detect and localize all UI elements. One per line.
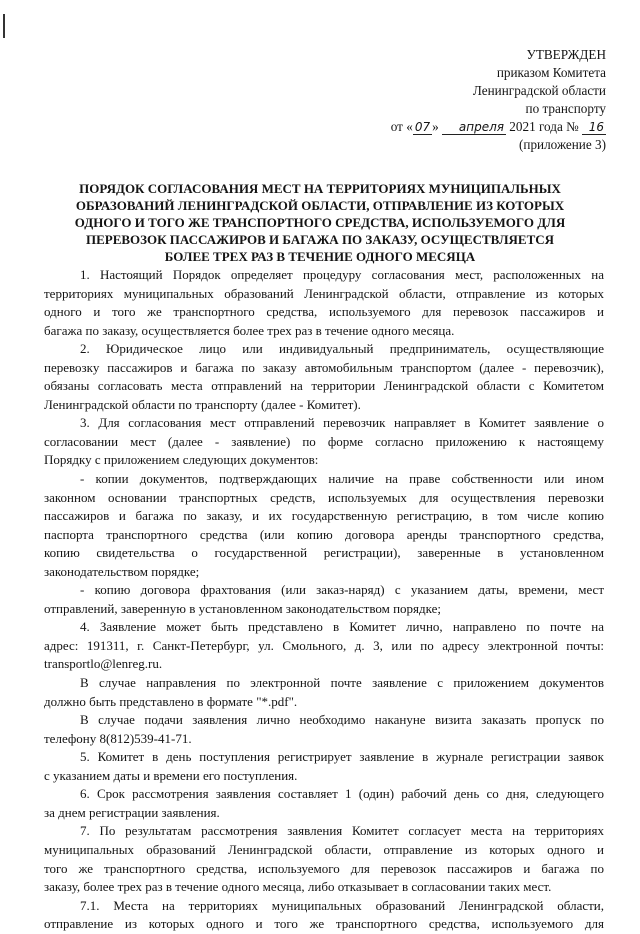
list-item-1-line: копию свидетельства о государственной регистрации), заверенные в установленном xyxy=(44,545,604,561)
handwritten-day: 07 xyxy=(414,120,431,134)
paragraph-7-line: 7. По результатам рассмотрения заявления Комитет согласует места на территориях xyxy=(80,823,604,839)
list-item-1-line: паспорта транспортного средства (или копию договора аренды транспортного средства, xyxy=(44,526,604,542)
handwritten-number: 16 xyxy=(582,120,606,135)
paragraph-3-line: Порядку с приложением следующих документов: xyxy=(44,452,319,468)
approval-heading: УТВЕРЖДЕН xyxy=(526,47,606,62)
list-item-2-line: - копию договора фрахтования (или заказ-наряд) с указанием даты, времени, мест xyxy=(80,582,604,598)
paragraph-4a-line: должно быть представлено в формате "*.pdf". xyxy=(44,693,298,709)
paragraph-2-line: обязаны согласовать места отправлений на территории Ленинградской области с Комитетом xyxy=(44,378,604,394)
paragraph-5-line: с указанием даты и времени его поступления. xyxy=(44,767,298,783)
paragraph-7-line: того же транспортного средства, используемого для перевозок пассажиров и багажа по xyxy=(44,860,604,876)
paragraph-1-line: одного и того же транспортного средства, используемого для перевозок пассажиров и xyxy=(44,304,604,320)
phone-number: телефону 8(812)539-41-71. xyxy=(44,730,192,746)
approval-stamp-block xyxy=(391,46,606,154)
approval-committee-line: по транспорту xyxy=(525,101,606,116)
paragraph-7-1-line: 7.1. Места на территориях муниципальных образований Ленинградской области, xyxy=(80,897,604,913)
paragraph-7-1-line: отправление из которых одного и того же транспортного средства, используемого для xyxy=(44,916,604,932)
paragraph-4a-line: В случае направления по электронной почте заявление с приложением документов xyxy=(80,675,604,691)
paragraph-7-line: муниципальных образований Ленинградской области, отправление из которых одного и xyxy=(44,841,604,857)
paragraph-2-line: перевозку пассажиров и багажа по заказу автомобильным транспортом (далее - перевозчик), xyxy=(44,359,604,375)
paragraph-1-line: багажа по заказу, осуществляется более трех раз в течение одного месяца. xyxy=(44,322,455,338)
document-body xyxy=(44,266,604,934)
title-line: ПОРЯДОК СОГЛАСОВАНИЯ МЕСТ НА ТЕРРИТОРИЯХ МУНИЦИПАЛЬНЫХ xyxy=(79,181,561,196)
paragraph-7-line: заказу, более трех раз в течение одного месяца, либо отказывает в согласовании таких мест. xyxy=(44,879,552,895)
paragraph-4b-line: В случае подачи заявления лично необходимо накануне визита заказать пропуск по xyxy=(80,712,604,728)
paragraph-2-line: 2. Юридическое лицо или индивидуальный предприниматель, осуществляющие xyxy=(80,341,604,357)
approval-order-line: приказом Комитета xyxy=(496,65,606,80)
paragraph-5-line: 5. Комитет в день поступления регистрирует заявление в журнале регистрации заявок xyxy=(80,749,604,765)
scan-edge-mark xyxy=(3,14,5,38)
approval-date-line xyxy=(391,118,606,136)
paragraph-6-line: за днем регистрации заявления. xyxy=(44,804,220,820)
paragraph-3-line: согласовании мест (далее - заявление) по форме согласно приложению к настоящему xyxy=(44,433,604,449)
title-line: ПЕРЕВОЗОК ПАССАЖИРОВ И БАГАЖА ПО ЗАКАЗУ, ОСУЩЕСТВЛЯЕТСЯ xyxy=(85,232,555,247)
title-line: БОЛЕЕ ТРЕХ РАЗ В ТЕЧЕНИЕ ОДНОГО МЕСЯЦА xyxy=(164,249,476,264)
list-item-2-line: отправлений, заверенную в установленном законодательством порядке; xyxy=(44,600,442,616)
approval-region-line: Ленинградской области xyxy=(472,83,606,98)
approval-appendix: (приложение 3) xyxy=(519,137,606,152)
paragraph-4-line: 4. Заявление может быть представлено в Комитет лично, направлено по почте на xyxy=(80,619,604,635)
paragraph-1-line: 1. Настоящий Порядок определяет процедуру согласования мест, расположенных на xyxy=(80,267,604,282)
paragraph-3-line: 3. Для согласования мест отправлений перевозчик направляет в Комитет заявление о xyxy=(80,415,604,431)
paragraph-1-line: территориях муниципальных образований Ленинградской области, отправление из которых xyxy=(44,285,604,301)
list-item-1-line: законодательством порядке; xyxy=(44,563,200,579)
paragraph-2-line: Ленинградской области по транспорту (далее - Комитет). xyxy=(44,396,361,412)
email-address: transportlo@lenreg.ru. xyxy=(44,656,163,672)
date-year: 2021 года № xyxy=(509,119,579,134)
handwritten-month: апреля xyxy=(442,120,506,135)
date-mid: » xyxy=(432,119,439,134)
date-prefix: от « xyxy=(390,119,413,134)
title-line: ОДНОГО И ТОГО ЖЕ ТРАНСПОРТНОГО СРЕДСТВА, ИСПОЛЬЗУЕМОГО ДЛЯ xyxy=(74,215,566,230)
paragraph-4-line: адрес: 191311, г. Санкт-Петербург, ул. Смольного, д. 3, или по адресу электронной почты: xyxy=(44,637,604,653)
document-title xyxy=(50,180,590,265)
list-item-1-line: пассажиров и багажа по заказу, и их государственную регистрацию, в том числе копию xyxy=(44,508,604,524)
list-item-1-line: законном основании транспортных средств, используемых для осуществления перевозки xyxy=(44,489,604,505)
list-item-1-line: - копии документов, подтверждающих наличие на праве собственности или ином xyxy=(80,471,604,487)
paragraph-6-line: 6. Срок рассмотрения заявления составляет 1 (один) рабочий день со дня, следующего xyxy=(80,786,604,802)
title-line: ОБРАЗОВАНИЙ ЛЕНИНГРАДСКОЙ ОБЛАСТИ, ОТПРАВЛЕНИЕ ИЗ КОТОРЫХ xyxy=(75,198,565,213)
